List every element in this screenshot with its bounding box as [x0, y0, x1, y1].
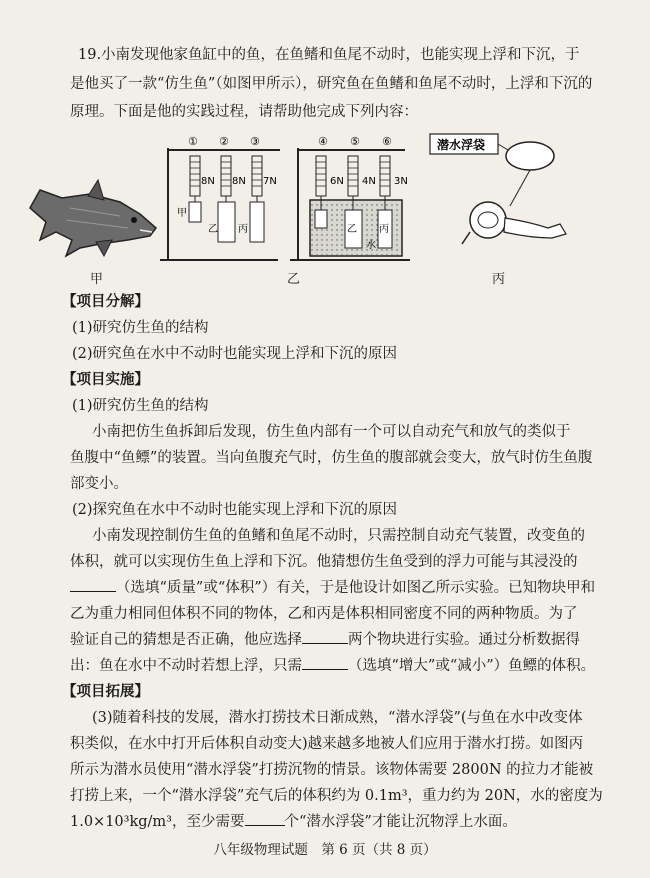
experiment-figure — [0, 128, 650, 288]
figure-label-bing: 丙 — [492, 272, 506, 287]
implementation-text-3: 部变小。 — [70, 476, 128, 492]
answer-blank-1[interactable] — [70, 579, 116, 592]
implementation-text-7: 乙为重力相同但体积不同的物体，乙和丙是体积相同密度不同的两种物质。为了 — [70, 606, 578, 622]
analysis-item-2: (2)研究鱼在水中不动时也能实现上浮和下沉的原因 — [72, 346, 398, 362]
apparatus-left — [160, 135, 280, 260]
force-3: 7N — [263, 176, 277, 187]
diver-illustration — [430, 134, 566, 244]
extension-text-5b: 个“潜水浮袋”才能让沉物浮上水面。 — [284, 814, 517, 830]
label-6: ⑥ — [382, 135, 392, 148]
question-line-3: 原理。下面是他的实践过程，请帮助他完成下列内容： — [70, 104, 418, 120]
question-line-1: 19.小南发现他家鱼缸中的鱼，在鱼鳍和鱼尾不动时，也能实现上浮和下沉，于 — [78, 47, 580, 63]
implementation-item-1: (1)研究仿生鱼的结构 — [72, 398, 209, 414]
block-label-yi: 乙 — [208, 224, 218, 235]
implementation-text-2: 鱼腹中“鱼鳔”的装置。当向鱼腹充气时，仿生鱼的腹部就会变大，放气时仿生鱼腹 — [70, 450, 593, 466]
implementation-heading: 【项目实施】 — [62, 371, 149, 388]
label-1: ① — [188, 135, 198, 148]
block-label-bing-water: 丙 — [379, 224, 389, 235]
answer-blank-3[interactable] — [302, 657, 348, 670]
force-4: 6N — [330, 176, 344, 187]
question-line-2: 是他买了一款“仿生鱼”（如图甲所示），研究鱼在鱼鳍和鱼尾不动时，上浮和下沉的 — [70, 76, 593, 92]
extension-text-3: 所示为潜水员使用“潜水浮袋”打捞沉物的情景。该物体需要 2800N 的拉力才能被 — [70, 762, 594, 778]
force-5: 4N — [362, 176, 376, 187]
label-4: ④ — [318, 135, 328, 148]
analysis-item-1: (1)研究仿生鱼的结构 — [72, 320, 209, 336]
extension-text-2: 积类似，在水中打开后体积自动变大)越来越多地被人们应用于潜水打捞。如图丙 — [70, 736, 584, 752]
water-label: 水 — [366, 240, 376, 251]
bionic-fish-illustration — [30, 180, 156, 256]
extension-text-4: 打捞上来，一个“潜水浮袋”充气后的体积约为 0.1m³，重力约为 20N，水的密度为 — [70, 788, 603, 804]
extension-text-5a: 1.0×10³kg/m³，至少需要 — [70, 814, 245, 830]
implementation-text-1: 小南把仿生鱼拆卸后发现，仿生鱼内部有一个可以自动充气和放气的类似于 — [92, 424, 571, 440]
implementation-text-9 — [70, 656, 630, 676]
answer-blank-4[interactable] — [245, 813, 285, 826]
implementation-text-6 — [70, 578, 630, 598]
block-label-bing: 丙 — [238, 224, 248, 235]
block-label-jia: 甲 — [177, 208, 187, 219]
implementation-text-5: 体积，就可以实现仿生鱼上浮和下沉。他猜想仿生鱼受到的浮力可能与其浸没的 — [70, 554, 578, 570]
label-3: ③ — [250, 135, 260, 148]
implementation-text-4: 小南发现控制仿生鱼的鱼鳍和鱼尾不动时，只需控制自动充气装置，改变鱼的 — [92, 528, 585, 544]
force-6: 3N — [394, 176, 408, 187]
force-1: 8N — [201, 176, 215, 187]
implementation-text-8a: 验证自己的猜想是否正确，他应选择 — [70, 632, 302, 648]
implementation-text-9a: 出：鱼在水中不动时若想上浮，只需 — [70, 658, 302, 674]
extension-heading: 【项目拓展】 — [62, 683, 149, 700]
extension-text-5 — [70, 812, 630, 832]
force-2: 8N — [232, 176, 246, 187]
implementation-text-9b: （选填“增大”或“减小”）鱼鳔的体积。 — [348, 658, 596, 674]
implementation-text-8 — [70, 630, 630, 650]
label-5: ⑤ — [350, 135, 360, 148]
figure-label-yi: 乙 — [287, 272, 301, 287]
bag-label: 潜水浮袋 — [437, 138, 486, 152]
block-label-yi-water: 乙 — [347, 224, 357, 235]
answer-blank-2[interactable] — [302, 631, 348, 644]
analysis-heading: 【项目分解】 — [62, 293, 149, 310]
apparatus-right — [290, 135, 410, 260]
implementation-text-8b: 两个物块进行实验。通过分析数据得 — [348, 632, 580, 648]
implementation-text-6-body: （选填“质量”或“体积”）有关，于是他设计如图乙所示实验。已知物块甲和 — [116, 580, 596, 596]
page-footer: 八年级物理试题 第 6 页（共 8 页） — [213, 842, 437, 858]
figure-label-jia: 甲 — [90, 272, 104, 287]
label-2: ② — [219, 135, 229, 148]
extension-text-1: (3)随着科技的发展，潜水打捞技术日渐成熟，“潜水浮袋”(与鱼在水中改变体 — [92, 710, 583, 726]
implementation-item-2: (2)探究鱼在水中不动时也能实现上浮和下沉的原因 — [72, 502, 398, 518]
